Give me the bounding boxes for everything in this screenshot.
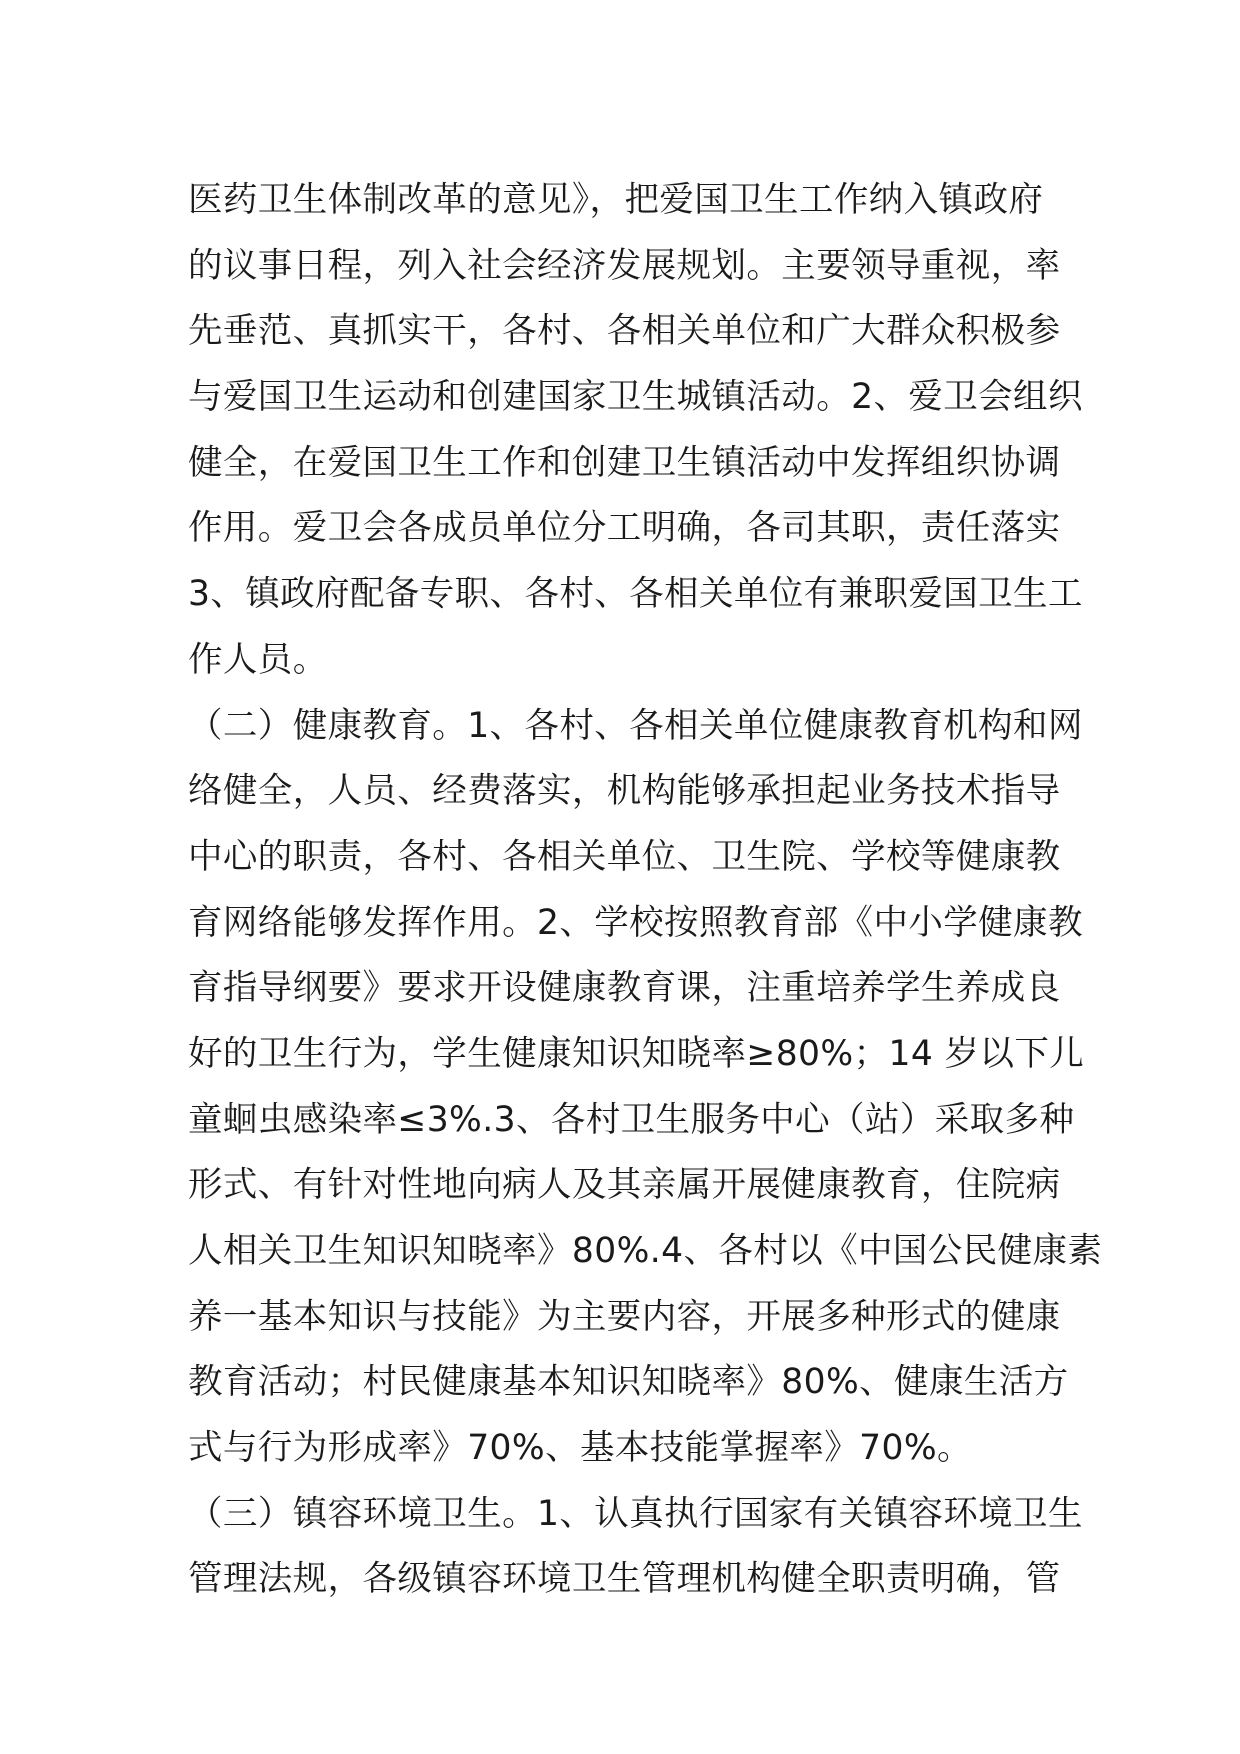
text-line: 养一基本知识与技能》为主要内容，开展多种形式的健康: [188, 1296, 1061, 1337]
text-line: 教育活动；村民健康基本知识知晓率》80%、健康生活方: [188, 1362, 1069, 1403]
text-line: 童蛔虫感染率≤3%.3、各村卫生服务中心（站）采取多种: [188, 1099, 1075, 1140]
text-line: 好的卫生行为，学生健康知识知晓率≥80%；14 岁以下儿: [188, 1033, 1085, 1074]
text-line: 与爱国卫生运动和创建国家卫生城镇活动。2、爱卫会组织: [188, 377, 1083, 418]
text-line: 育指导纲要》要求开设健康教育课，注重培养学生养成良: [188, 968, 1061, 1009]
section-heading-line: （二）健康教育。1、各村、各相关单位健康教育机构和网: [188, 705, 1083, 746]
text-line: 作人员。: [188, 639, 328, 680]
text-line: 人相关卫生知识知晓率》80%.4、各村以《中国公民健康素: [188, 1231, 1103, 1271]
text-line: 作用。爱卫会各成员单位分工明确，各司其职，责任落实: [188, 508, 1061, 549]
document-body: [188, 168, 1103, 1613]
text-line: 先垂范、真抓实干，各村、各相关单位和广大群众积极参: [188, 311, 1061, 352]
text-line: 管理法规，各级镇容环境卫生管理机构健全职责明确，管: [188, 1559, 1061, 1600]
text-line: 健全，在爱国卫生工作和创建卫生镇活动中发挥组织协调: [188, 442, 1061, 483]
text-line: 式与行为形成率》70%、基本技能掌握率》70%。: [188, 1428, 972, 1469]
text-line: 医药卫生体制改革的意见》，把爱国卫生工作纳入镇政府: [188, 180, 1044, 220]
text-line: 育网络能够发挥作用。2、学校按照教育部《中小学健康教: [188, 902, 1083, 943]
section-heading-line: （三）镇容环境卫生。1、认真执行国家有关镇容环境卫生: [188, 1493, 1083, 1534]
text-line: 中心的职责，各村、各相关单位、卫生院、学校等健康教: [188, 836, 1061, 877]
text-line: 的议事日程，列入社会经济发展规划。主要领导重视，率: [188, 245, 1061, 286]
text-line: 形式、有针对性地向病人及其亲属开展健康教育，住院病: [188, 1165, 1061, 1206]
text-line: 3、镇政府配备专职、各村、各相关单位有兼职爱国卫生工: [188, 574, 1083, 615]
text-line: 络健全，人员、经费落实，机构能够承担起业务技术指导: [188, 771, 1061, 812]
